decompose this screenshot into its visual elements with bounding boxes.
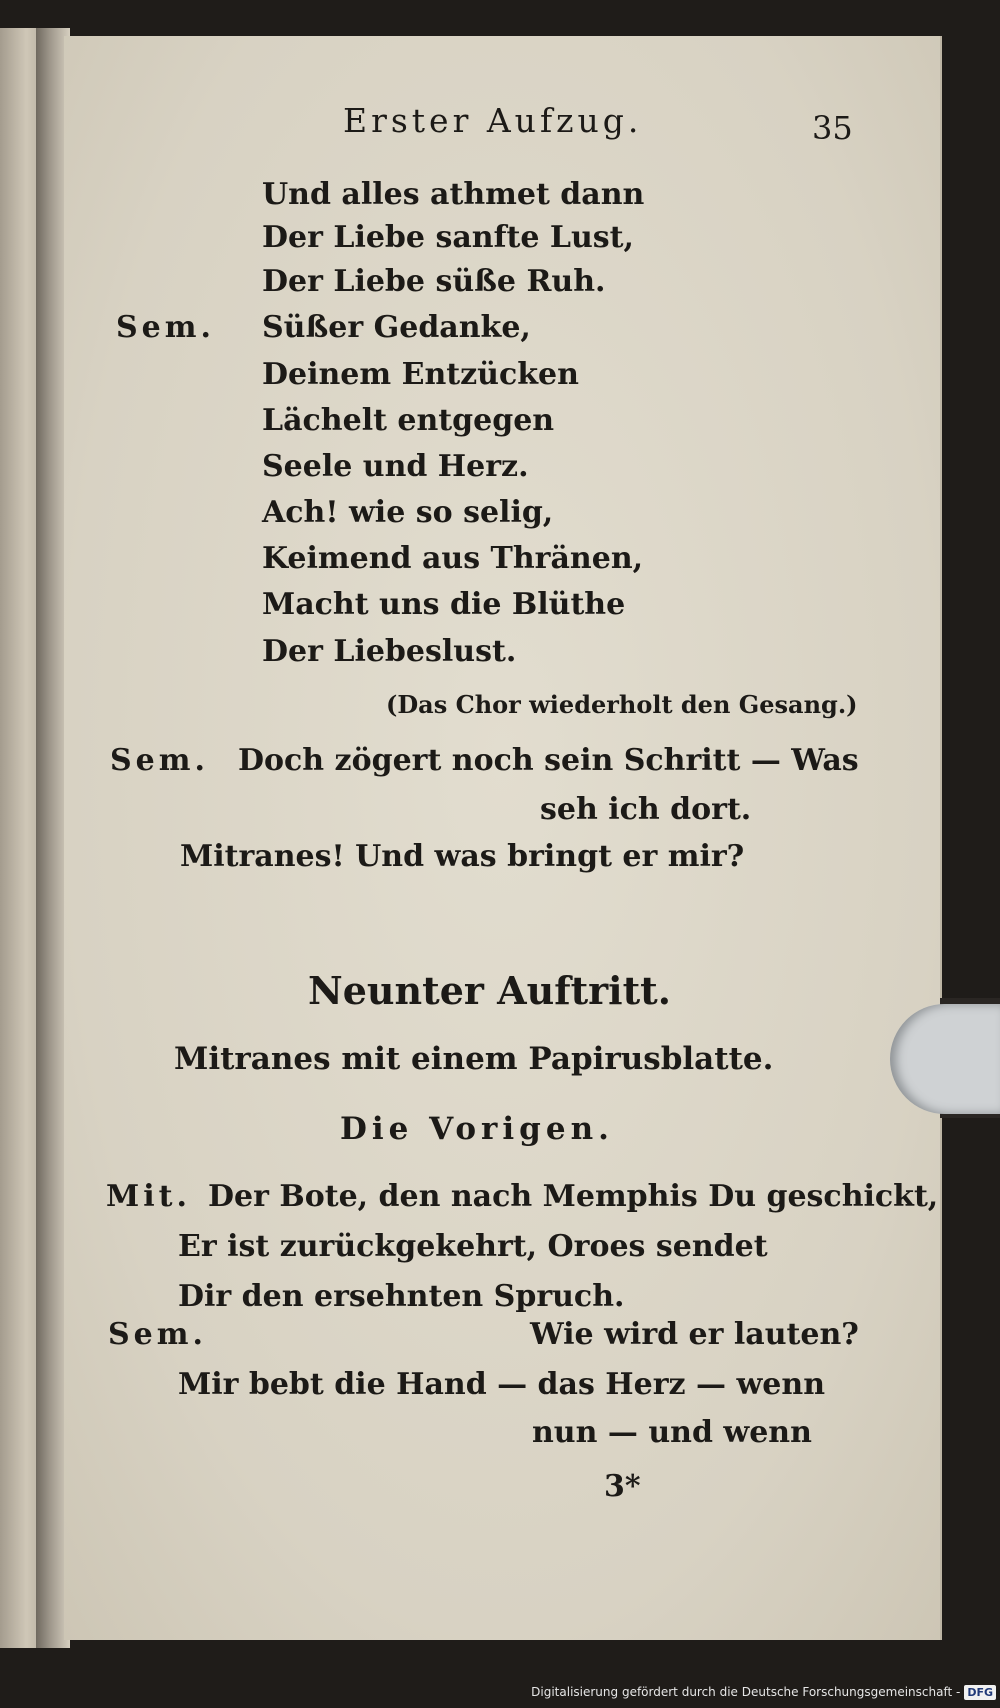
credit-text: Digitalisierung gefördert durch die Deutsche Forschungsgemeinschaft -	[531, 1685, 961, 1699]
scene-title: Neunter Auftritt.	[308, 968, 671, 1013]
verse-line: Lächelt entgegen	[262, 403, 555, 438]
stage-direction: (Das Chor wiederholt den Gesang.)	[386, 690, 858, 719]
verse-line: Deinem Entzücken	[262, 357, 579, 392]
dialogue-line: Mitranes! Und was bringt er mir?	[180, 839, 745, 874]
dialogue-line: Mir bebt die Hand — das Herz — wenn	[178, 1367, 826, 1402]
dialogue-line: Wie wird er lauten?	[530, 1317, 859, 1352]
running-header: Erster Aufzug.	[343, 101, 643, 140]
speaker-label: Sem.	[108, 1317, 207, 1352]
dialogue-line: nun — und wenn	[532, 1415, 812, 1450]
verse-line: Macht uns die Blüthe	[262, 587, 626, 622]
dialogue-line: Doch zögert noch sein Schritt — Was	[238, 743, 859, 778]
speaker-label: Sem.	[110, 743, 209, 778]
verse-line: Der Liebe sanfte Lust,	[262, 220, 634, 255]
scene-others: Die Vorigen.	[340, 1111, 614, 1147]
speaker-label: Sem.	[116, 310, 215, 345]
digitization-credit	[531, 1680, 996, 1704]
dialogue-line: Dir den ersehnten Spruch.	[178, 1279, 625, 1314]
page-clip	[890, 1004, 1000, 1114]
verse-line: Ach! wie so selig,	[262, 495, 554, 530]
verse-line: Der Liebeslust.	[262, 634, 517, 669]
verse-line: Seele und Herz.	[262, 449, 529, 484]
dialogue-line: seh ich dort.	[540, 792, 752, 827]
verse-line: Der Liebe süße Ruh.	[262, 264, 606, 299]
scene-characters: Mitranes mit einem Papirusblatte.	[174, 1041, 774, 1077]
speaker-label: Mit.	[106, 1179, 191, 1214]
verse-line: Keimend aus Thränen,	[262, 541, 644, 576]
signature-mark: 3*	[604, 1469, 641, 1504]
dialogue-line: Er ist zurückgekehrt, Oroes sendet	[178, 1229, 768, 1264]
dfg-logo[interactable]: DFG	[964, 1685, 996, 1700]
verse-line: Süßer Gedanke,	[262, 310, 531, 345]
dialogue-line: Der Bote, den nach Memphis Du geschickt,	[208, 1179, 939, 1214]
verse-line: Und alles athmet dann	[262, 177, 645, 212]
page-number: 35	[812, 109, 853, 147]
